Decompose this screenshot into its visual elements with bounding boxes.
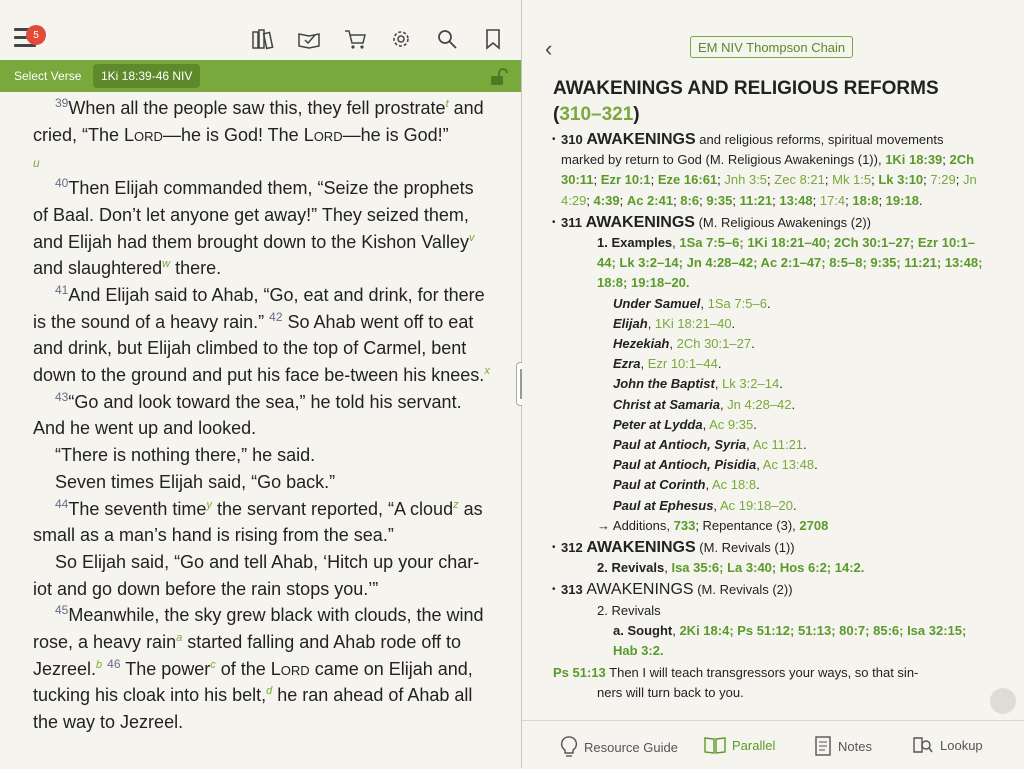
- scripture-link[interactable]: 19:18: [885, 192, 919, 208]
- library-icon[interactable]: [250, 26, 276, 52]
- verse-quote: Ps 51:13 Then I will teach transgressors your ways, so that sin-: [553, 665, 919, 681]
- notes-icon: [814, 735, 832, 757]
- footnote-marker[interactable]: a: [176, 632, 183, 645]
- revivals-block: 2. Revivals, Isa 35:6; La 3:40; Hos 6:2; 14:2.: [597, 560, 865, 576]
- scripture-link[interactable]: Jn 4:28–42: [727, 396, 792, 412]
- subentry-samuel: Under Samuel, 1Sa 7:5–6.: [613, 295, 771, 311]
- scripture-link[interactable]: Lk 3:10: [878, 172, 924, 188]
- scripture-link[interactable]: 4:39: [593, 192, 620, 208]
- scripture-link[interactable]: 1Sa 7:5–6: [707, 295, 767, 311]
- verse-number: 43: [55, 389, 69, 404]
- scripture-link[interactable]: Jnh 3:5: [724, 172, 768, 188]
- subentry-peter-lydda: Peter at Lydda, Ac 9:35.: [613, 416, 757, 432]
- scripture-link[interactable]: Ezr 10:1–44: [647, 356, 718, 372]
- entry-312: • 312 AWAKENINGS (M. Revivals (1)): [552, 539, 795, 557]
- footnote-marker[interactable]: t: [445, 98, 449, 110]
- scripture-link[interactable]: 18:8: [852, 192, 879, 208]
- subentry-john-baptist: John the Baptist, Lk 3:2–14.: [613, 376, 783, 392]
- subentry-ezra: Ezra, Ezr 10:1–44.: [613, 356, 722, 372]
- verse-number: 44: [55, 496, 69, 511]
- sought-block: a. Sought, 2Ki 18:4; Ps 51:12; 51:13; 80:7; 85:6; Isa 32:15; Hab 3:2.: [613, 622, 967, 659]
- cross-references: → Additions, 733; Repentance (3), 2708: [597, 517, 829, 533]
- scripture-links[interactable]: 1Sa 7:5–6; 1Ki 18:21–40; 2Ch 30:1–27; Ezr 10:1–44; Lk 3:2–14; Jn 4:28–42; Ac 2:1–47; 8:5–8; 9:35; 11:21; 13:48; 18:8; 19:18–20.: [597, 235, 983, 291]
- verse-quote-cut: ners will turn back to you.: [597, 685, 744, 701]
- scripture-link[interactable]: Mk 1:5: [832, 172, 872, 188]
- lookup-icon: [912, 735, 934, 755]
- scripture-link[interactable]: Ac 2:41: [626, 192, 674, 208]
- footnote-marker[interactable]: c: [210, 658, 216, 671]
- verse-number: 39: [55, 96, 69, 110]
- subentry-elijah: Elijah, 1Ki 18:21–40.: [613, 315, 736, 331]
- chain-link[interactable]: 733: [673, 517, 696, 533]
- scripture-link[interactable]: Ac 11:21: [752, 437, 804, 453]
- scripture-link[interactable]: 17:4: [819, 192, 846, 208]
- topic-title: AWAKENINGS AND RELIGIOUS REFORMS (310–321): [553, 78, 939, 125]
- scripture-link[interactable]: 13:48: [779, 192, 813, 208]
- passage-reference-button[interactable]: 1Ki 18:39-46 NIV: [93, 64, 200, 88]
- tab-resource-guide[interactable]: Resource Guide: [560, 735, 678, 759]
- store-cart-icon[interactable]: [342, 26, 368, 52]
- revivals-2-label: 2. Revivals: [597, 602, 661, 618]
- scripture-link[interactable]: Ps 51:13: [553, 665, 606, 681]
- examples-block: 1. Examples, 1Sa 7:5–6; 1Ki 18:21–40; 2Ch 30:1–27; Ezr 10:1–44; Lk 3:2–14; Jn 4:28–42; Ac 2:1–47; 8:5–8; 9:35; 11:21; 13:48; 18:8; 19:18–20.: [597, 235, 983, 291]
- bookmark-icon[interactable]: [480, 26, 506, 52]
- scripture-link[interactable]: Ac 13:48: [762, 457, 815, 473]
- scripture-link[interactable]: Ezr 10:1: [600, 172, 651, 188]
- unlock-icon[interactable]: [488, 68, 508, 86]
- scripture-link[interactable]: 7:29: [930, 172, 956, 188]
- verse-44[interactable]: $^{44}$The seventh time$^y$ the servant reported, “A cloud$^z$ as small as a man’s hand is rising from the sea.”: [33, 496, 483, 546]
- entry-310: • 310 AWAKENINGS and religious reforms, spiritual movements marked by return to God (M. Religious Awakenings (1)), 1Ki 18:39; 2Ch 30:11; Ezr 10:1; Eze 16:61; Jnh 3:5; Zec 8:21; Mk 1:5; Lk 3:10; 7:29; Jn 4:29; 4:39; Ac 2:41; 8:6; 9:35; 11:21; 13:48; 17:4; 18:8; 19:18.: [552, 131, 977, 208]
- footnote-marker[interactable]: x: [484, 365, 490, 378]
- scripture-link[interactable]: 1Ki 18:39: [885, 152, 943, 168]
- scroll-lock-icon[interactable]: [990, 688, 1016, 714]
- verse-43[interactable]: $^{43}$“Go and look toward the sea,” he told his servant. And he went up and looked.: [33, 389, 462, 439]
- verse-41[interactable]: $^{41}$And Elijah said to Ahab, “Go, eat and drink, for there is the sound of a heavy rain.” $^{42}$ So Ahab went off to eat and drink, but Elijah climbed to the top of Carmel, bent down to the ground and put his face be-tween his knees.$^x$: [33, 282, 490, 386]
- topic-range-link[interactable]: 310–321: [559, 104, 634, 125]
- footnote-marker[interactable]: u: [33, 156, 40, 171]
- reading-plan-icon[interactable]: [296, 26, 322, 52]
- verse-number: 42: [269, 309, 283, 324]
- settings-gear-icon[interactable]: [388, 26, 414, 52]
- verse-number: 46: [107, 656, 121, 671]
- back-chevron-icon[interactable]: ‹: [545, 36, 553, 61]
- notification-badge: 5: [26, 25, 46, 45]
- scripture-link[interactable]: 1Ki 18:21–40: [654, 315, 732, 331]
- scripture-links[interactable]: 2Ki 18:4; Ps 51:12; 51:13; 80:7; 85:6; Isa 32:15; Hab 3:2.: [613, 622, 967, 659]
- scripture-link[interactable]: Zec 8:21: [774, 172, 825, 188]
- verse-44-line-2: So Elijah said, “Go and tell Ahab, ‘Hitch up your char-iot and go down before the rain stops you.’”: [33, 551, 480, 599]
- subentry-paul-antioch-pisidia: Paul at Antioch, Pisidia, Ac 13:48.: [613, 457, 818, 473]
- subentry-hezekiah: Hezekiah, 2Ch 30:1–27.: [613, 336, 755, 352]
- bulb-icon: [560, 735, 578, 759]
- verse-number: 40: [55, 176, 69, 191]
- footnote-marker[interactable]: y: [206, 498, 212, 511]
- verse-39[interactable]: $^{39}$When all the people saw this, they fell prostrate$^t$ and cried, “The Lord—he is God! The Lord—he is God!” u: [33, 96, 484, 171]
- footnote-marker[interactable]: d: [266, 685, 273, 698]
- subentry-paul-antioch-syria: Paul at Antioch, Syria, Ac 11:21.: [613, 437, 807, 453]
- verse-43-line-3: Seven times Elijah said, “Go back.”: [55, 471, 336, 492]
- scripture-link[interactable]: Ac 18:8: [711, 477, 757, 493]
- scripture-link[interactable]: 9:35: [706, 192, 733, 208]
- bible-text: [33, 95, 493, 736]
- verse-selection-bar: [0, 60, 521, 92]
- tab-lookup[interactable]: Lookup: [912, 735, 983, 755]
- subentry-christ-samaria: Christ at Samaria, Jn 4:28–42.: [613, 396, 796, 412]
- footnote-marker[interactable]: z: [453, 498, 459, 511]
- footnote-marker[interactable]: b: [96, 658, 103, 671]
- scripture-link[interactable]: 8:6: [680, 192, 700, 208]
- chain-link[interactable]: 2708: [799, 517, 829, 533]
- subentry-paul-corinth: Paul at Corinth, Ac 18:8.: [613, 477, 760, 493]
- entry-311: • 311 AWAKENINGS (M. Religious Awakenings (2)): [552, 213, 872, 231]
- verse-43-line-2: “There is nothing there,” he said.: [55, 445, 316, 466]
- verse-40[interactable]: $^{40}$Then Elijah commanded them, “Seize the prophets of Baal. Don’t let anyone get away!” They seized them, and Elijah had them brought down to the Kishon Valley$^v$ and slaughtered$^w$ there.: [33, 176, 475, 279]
- tab-notes[interactable]: Notes: [814, 735, 872, 757]
- scripture-link[interactable]: Jn 4:29: [561, 172, 977, 208]
- scripture-link[interactable]: Ac 9:35: [709, 416, 754, 432]
- tab-parallel[interactable]: Parallel: [704, 735, 775, 755]
- scripture-link[interactable]: 11:21: [739, 192, 773, 208]
- select-verse-button[interactable]: Select Verse: [14, 69, 82, 83]
- footnote-marker[interactable]: w: [162, 258, 171, 271]
- footnote-marker[interactable]: v: [468, 231, 475, 244]
- verse-number: 41: [55, 282, 69, 297]
- scripture-link[interactable]: Lk 3:2–14: [722, 376, 780, 392]
- scripture-link[interactable]: 2Ch 30:11: [561, 152, 975, 188]
- resource-content: [552, 76, 983, 701]
- scripture-links[interactable]: Isa 35:6; La 3:40; Hos 6:2; 14:2.: [671, 560, 865, 576]
- subentry-paul-ephesus: Paul at Ephesus, Ac 19:18–20.: [613, 497, 797, 513]
- entry-313: • 313 AWAKENINGS (M. Revivals (2)): [552, 581, 793, 599]
- bottom-tab-bar: [522, 720, 1024, 769]
- search-icon[interactable]: [434, 26, 460, 52]
- verse-45[interactable]: $^{45}$Meanwhile, the sky grew black with clouds, the wind rose, a heavy rain$^a$ started falling and Ahab rode off to Jezreel.$^b$ $^{46}$ The power$^c$ of the Lord came on Elijah and, tucking his cloak into his belt,$^d$ he ran ahead of Ahab all the way to Jezreel.: [33, 603, 484, 733]
- verse-number: 45: [55, 603, 69, 618]
- scripture-link[interactable]: Eze 16:61: [657, 172, 718, 188]
- parallel-icon: [704, 735, 726, 755]
- resource-title-button[interactable]: EM NIV Thompson Chain: [690, 36, 853, 58]
- scripture-link[interactable]: Ac 19:18–20: [719, 497, 793, 513]
- scripture-link[interactable]: 2Ch 30:1–27: [676, 336, 752, 352]
